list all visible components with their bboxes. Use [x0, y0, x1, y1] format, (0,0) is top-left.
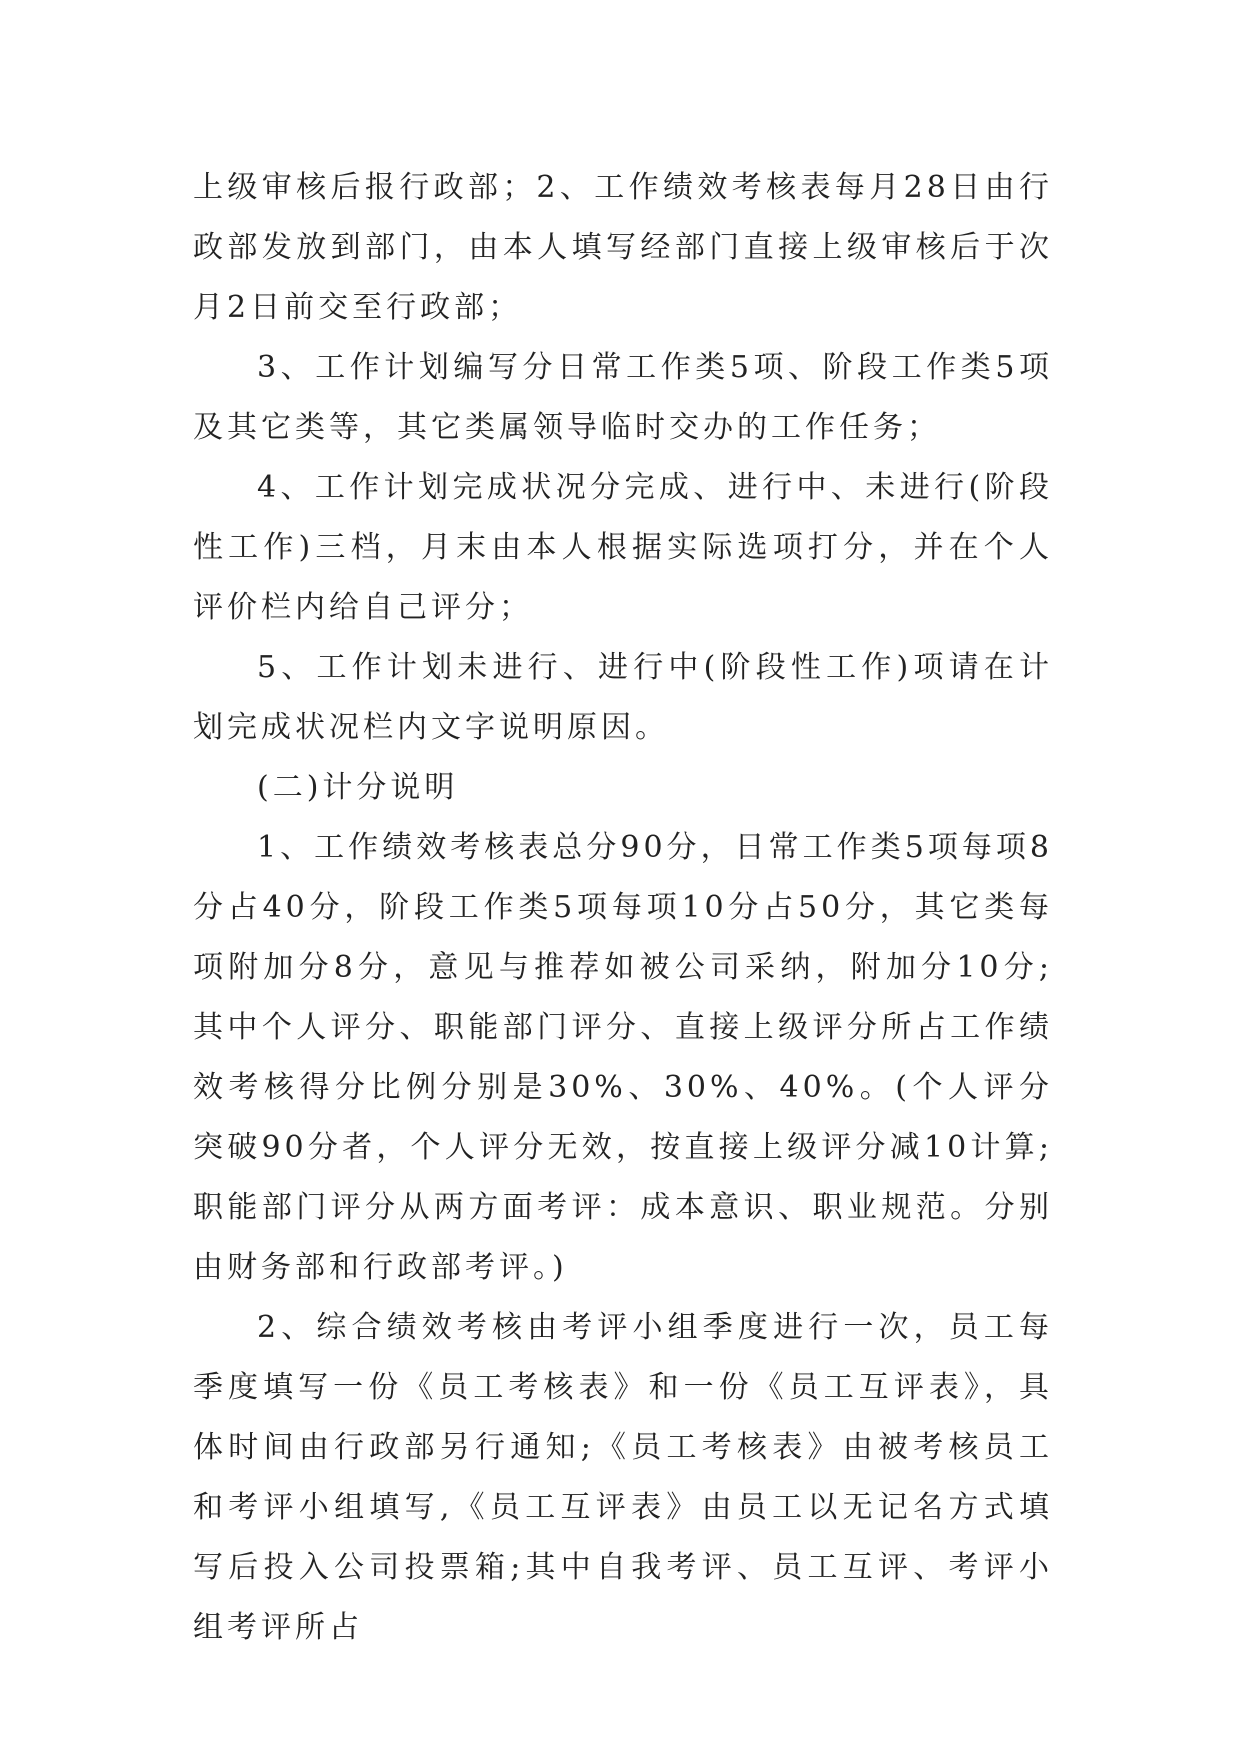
- document-body: [193, 158, 1053, 1658]
- paragraph-3: 4、工作计划完成状况分完成、进行中、未进行(阶段性工作)三档，月末由本人根据实际选项打分，并在个人评价栏内给自己评分；: [193, 470, 1053, 625]
- paragraph-1: 上级审核后报行政部；2、工作绩效考核表每月28日由行政部发放到部门，由本人填写经部门直接上级审核后于次月2日前交至行政部；: [193, 170, 1053, 325]
- paragraph-4: 5、工作计划未进行、进行中(阶段性工作)项请在计划完成状况栏内文字说明原因。: [193, 650, 1053, 745]
- paragraph-5: 1、工作绩效考核表总分90分，日常工作类5项每项8分占40分，阶段工作类5项每项10分占50分，其它类每项附加分8分，意见与推荐如被公司采纳，附加分10分;其中个人评分、职能部门评分、直接上级评分所占工作绩效考核得分比例分别是30%、30%、40%。(个人评分突破90分者，个人评分无效，按直接上级评分减10计算;职能部门评分从两方面考评：成本意识、职业规范。分别由财务部和行政部考评。): [193, 830, 1053, 1285]
- paragraph-6: 2、综合绩效考核由考评小组季度进行一次，员工每季度填写一份《员工考核表》和一份《员工互评表》，具体时间由行政部另行通知;《员工考核表》由被考核员工和考评小组填写,《员工互评表》由员工以无记名方式填写后投入公司投票箱;其中自我考评、员工互评、考评小组考评所占: [193, 1310, 1053, 1645]
- section-heading: (二)计分说明: [257, 770, 459, 805]
- paragraph-2: 3、工作计划编写分日常工作类5项、阶段工作类5项及其它类等，其它类属领导临时交办的工作任务；: [193, 350, 1053, 445]
